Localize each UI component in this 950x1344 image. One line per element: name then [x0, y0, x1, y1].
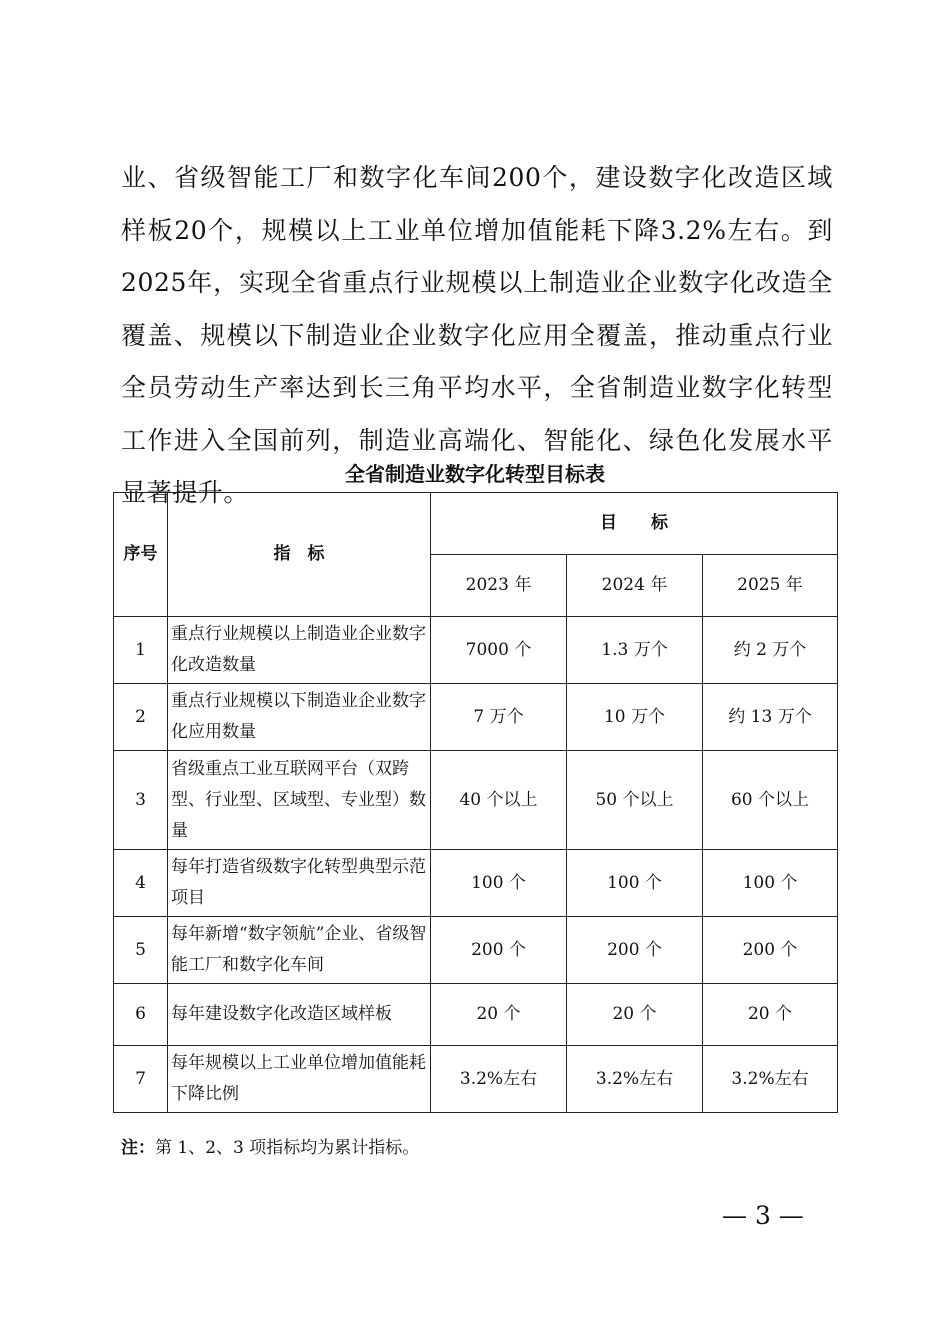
- row-seq: 7: [114, 1046, 168, 1113]
- row-indicator: 每年规模以上工业单位增加值能耗下降比例: [168, 1046, 431, 1113]
- row-value-2024: 200 个: [567, 917, 703, 984]
- table-row: [114, 984, 838, 1046]
- row-value-2023: 40 个以上: [431, 751, 567, 850]
- table-row: [114, 1046, 838, 1113]
- header-year: 2024 年: [567, 555, 703, 617]
- row-value-2024: 3.2%左右: [567, 1046, 703, 1113]
- table-row: [114, 617, 838, 684]
- row-indicator: 每年打造省级数字化转型典型示范项目: [168, 850, 431, 917]
- row-value-2023: 200 个: [431, 917, 567, 984]
- row-seq: 1: [114, 617, 168, 684]
- row-indicator: 每年建设数字化改造区域样板: [168, 984, 431, 1046]
- row-value-2025: 60 个以上: [703, 751, 838, 850]
- row-value-2023: 3.2%左右: [431, 1046, 567, 1113]
- row-indicator: 重点行业规模以下制造业企业数字化应用数量: [168, 684, 431, 751]
- row-seq: 6: [114, 984, 168, 1046]
- row-value-2024: 1.3 万个: [567, 617, 703, 684]
- row-value-2023: 20 个: [431, 984, 567, 1046]
- header-seq: 序号: [114, 493, 168, 617]
- table-row: [114, 850, 838, 917]
- note-text: 第 1、2、3 项指标均为累计指标。: [155, 1138, 420, 1158]
- row-value-2025: 约 2 万个: [703, 617, 838, 684]
- table-row: [114, 751, 838, 850]
- body-paragraph: 业、省级智能工厂和数字化车间200个，建设数字化改造区域样板20个，规模以上工业单位增加值能耗下降3.2%左右。到2025年，实现全省重点行业规模以上制造业企业数字化改造全覆盖、规模以下制造业企业数字化应用全覆盖，推动重点行业全员劳动生产率达到长三角平均水平，全省制造业数字化转型工作进入全国前列，制造业高端化、智能化、绿色化发展水平显著提升。: [121, 163, 833, 507]
- row-seq: 3: [114, 751, 168, 850]
- header-year: 2025 年: [703, 555, 838, 617]
- row-value-2024: 50 个以上: [567, 751, 703, 850]
- row-value-2025: 200 个: [703, 917, 838, 984]
- table-row: [114, 917, 838, 984]
- table-note: [121, 1134, 419, 1162]
- row-indicator: 每年新增“数字领航”企业、省级智能工厂和数字化车间: [168, 917, 431, 984]
- note-label: 注：: [121, 1138, 155, 1158]
- row-seq: 2: [114, 684, 168, 751]
- row-value-2023: 7 万个: [431, 684, 567, 751]
- row-indicator: 重点行业规模以上制造业企业数字化改造数量: [168, 617, 431, 684]
- row-value-2024: 100 个: [567, 850, 703, 917]
- page-number: — 3 —: [722, 1201, 804, 1230]
- row-value-2025: 约 13 万个: [703, 684, 838, 751]
- header-year: 2023 年: [431, 555, 567, 617]
- row-value-2023: 7000 个: [431, 617, 567, 684]
- table-row: [114, 684, 838, 751]
- row-value-2025: 3.2%左右: [703, 1046, 838, 1113]
- row-value-2023: 100 个: [431, 850, 567, 917]
- row-seq: 4: [114, 850, 168, 917]
- row-seq: 5: [114, 917, 168, 984]
- row-value-2025: 20 个: [703, 984, 838, 1046]
- row-value-2024: 10 万个: [567, 684, 703, 751]
- row-value-2024: 20 个: [567, 984, 703, 1046]
- targets-table: [113, 492, 838, 1113]
- header-target: 目 标: [431, 493, 838, 555]
- row-indicator: 省级重点工业互联网平台（双跨型、行业型、区域型、专业型）数量: [168, 751, 431, 850]
- header-indicator: 指 标: [168, 493, 431, 617]
- table-title: 全省制造业数字化转型目标表: [345, 462, 605, 486]
- row-value-2025: 100 个: [703, 850, 838, 917]
